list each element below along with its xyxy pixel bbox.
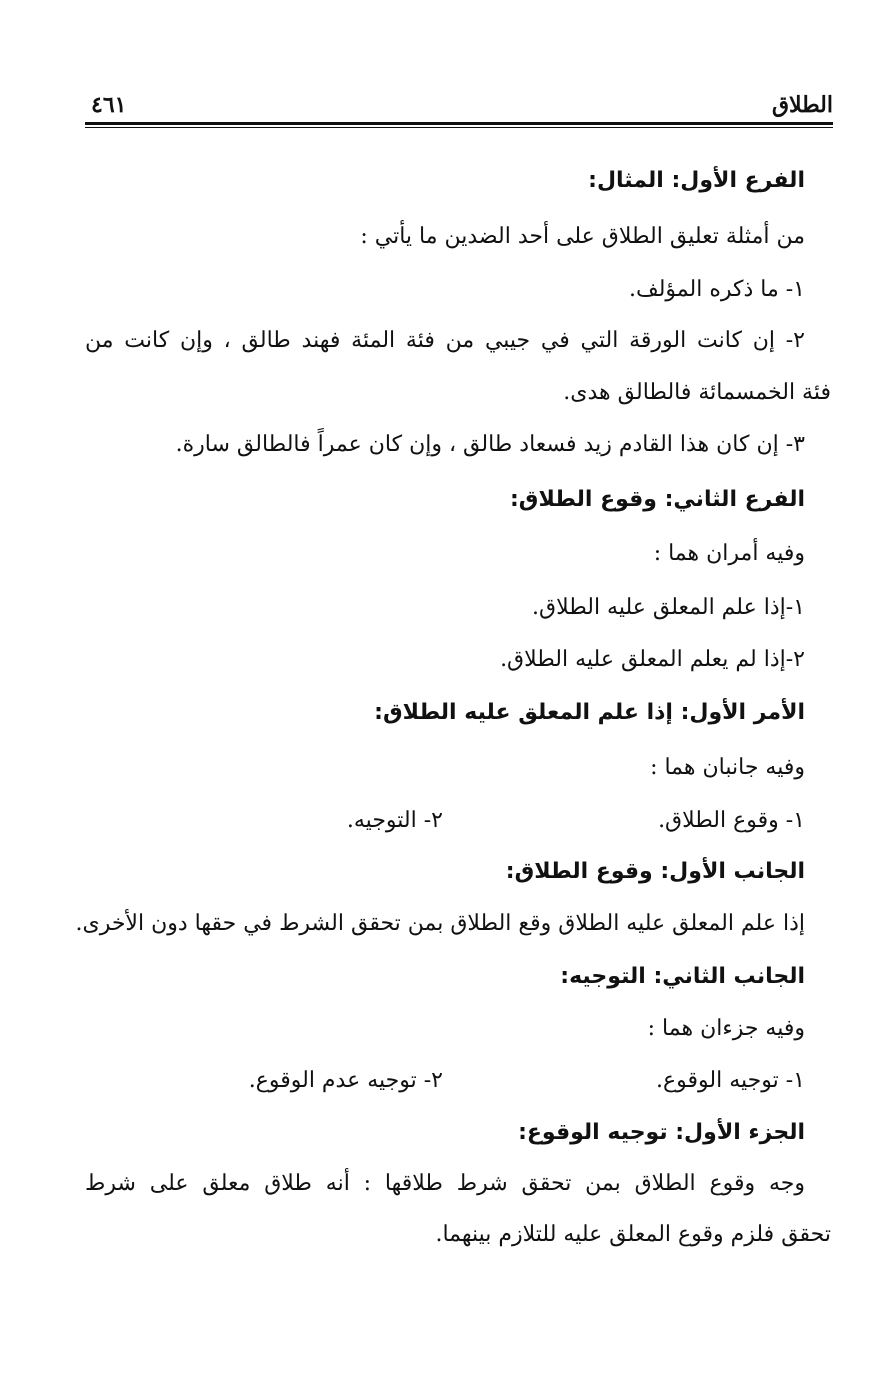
page-number: ٤٦١ (91, 92, 127, 118)
branch2-intro: وفيه أمران هما : (653, 541, 805, 566)
matter1-intro: وفيه جانبان هما : (650, 755, 805, 780)
side1-text: إذا علم المعلق عليه الطلاق وقع الطلاق بمن تحقق الشرط في حقها دون الأخرى. (75, 911, 805, 936)
side2-intro: وفيه جزءان هما : (647, 1016, 805, 1041)
branch1-intro: من أمثلة تعليق الطلاق على أحد الضدين ما يأتي : (360, 224, 805, 249)
matter1-item-1: ١- وقوع الطلاق. (658, 808, 805, 833)
header-rule-thin (85, 127, 833, 128)
branch2-item-2: ٢-إذا لم يعلم المعلق عليه الطلاق. (500, 647, 805, 672)
branch2-heading: الفرع الثاني: وقوع الطلاق: (510, 487, 805, 512)
branch1-item-2-line-2: فئة الخمسمائة فالطالق هدى. (563, 380, 831, 405)
branch2-item-1: ١-إذا علم المعلق عليه الطلاق. (532, 595, 805, 620)
side2-item-2: ٢- توجيه عدم الوقوع. (248, 1068, 443, 1093)
branch1-item-1: ١- ما ذكره المؤلف. (628, 277, 805, 302)
matter1-item-2: ٢- التوجيه. (346, 808, 443, 833)
part1-line-2: تحقق فلزم وقوع المعلق عليه للتلازم بينهما. (435, 1222, 831, 1247)
chapter-title: الطلاق (771, 92, 833, 118)
side1-heading: الجانب الأول: وقوع الطلاق: (505, 859, 805, 884)
running-header (85, 86, 833, 122)
side2-item-1: ١- توجيه الوقوع. (656, 1068, 805, 1093)
header-rule-thick (85, 122, 833, 125)
side2-heading: الجانب الثاني: التوجيه: (560, 964, 805, 989)
branch1-heading: الفرع الأول: المثال: (588, 168, 805, 193)
branch1-item-2-line-1: ٢- إن كانت الورقة التي في جيبي من فئة المئة فهند طالق ، وإن كانت من (85, 328, 805, 353)
part1-heading: الجزء الأول: توجيه الوقوع: (518, 1120, 805, 1145)
branch1-item-3: ٣- إن كان هذا القادم زيد فسعاد طالق ، وإن كان عمراً فالطالق سارة. (175, 432, 805, 457)
matter1-heading: الأمر الأول: إذا علم المعلق عليه الطلاق: (374, 700, 805, 725)
part1-line-1: وجه وقوع الطلاق بمن تحقق شرط طلاقها : أنه طلاق معلق على شرط (85, 1171, 805, 1196)
